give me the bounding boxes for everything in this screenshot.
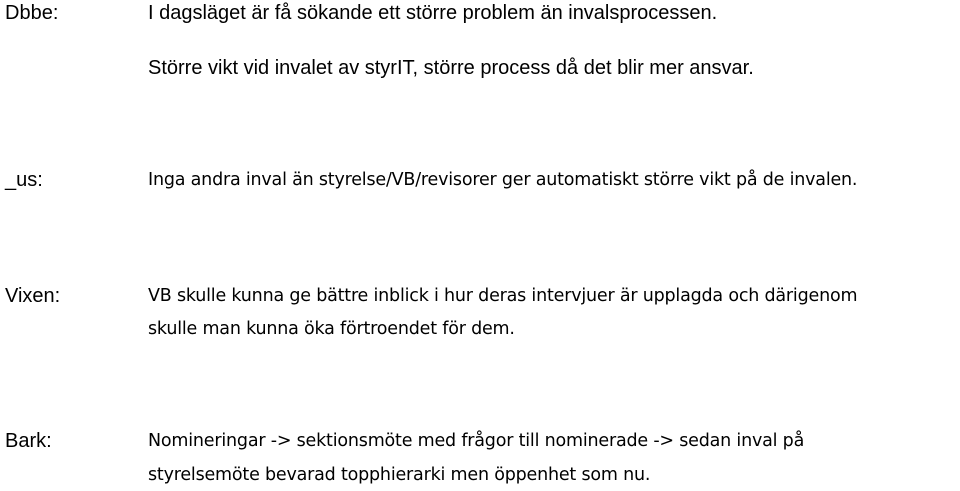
entry-vixen-line-2: skulle man kunna öka förtroendet för dem. — [148, 319, 515, 339]
entry-us-line-1: Inga andra inval än styrelse/VB/revisorer ger automatiskt större vikt på de invalen. — [148, 170, 858, 190]
entry-bark-line-2: styrelsemöte bevarad topphierarki men öppenhet som nu. — [148, 465, 651, 485]
entry-vixen-line-1: VB skulle kunna ge bättre inblick i hur deras intervjuer är upplagda och därigenom — [148, 286, 858, 306]
entry-dbbe-line-2: Större vikt vid invalet av styrIT, större process då det blir mer ansvar. — [148, 57, 754, 79]
entry-bark-line-1: Nomineringar -> sektionsmöte med frågor till nominerade -> sedan inval på — [148, 431, 805, 451]
speaker-label-bark: Bark: — [5, 430, 52, 452]
entry-dbbe-line-1: I dagsläget är få sökande ett större problem än invalsprocessen. — [148, 2, 718, 24]
speaker-label-us: _us: — [5, 169, 43, 191]
speaker-label-vixen: Vixen: — [5, 285, 61, 307]
speaker-label-dbbe: Dbbe: — [5, 2, 59, 24]
